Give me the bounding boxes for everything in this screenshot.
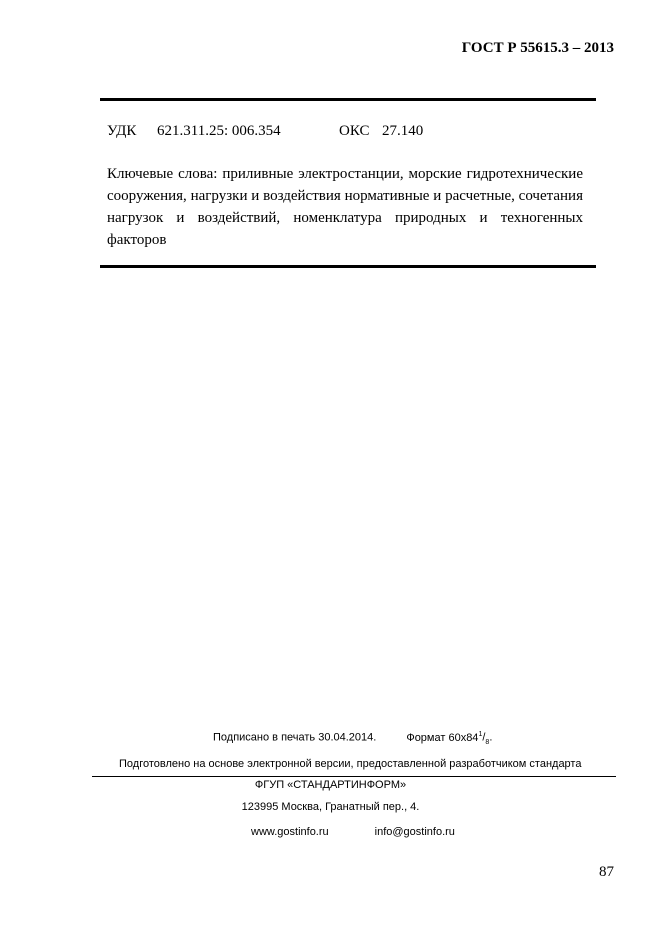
format-denominator: 8 [485,738,490,746]
format-numerator: 1 [478,731,483,738]
format-label: Формат 60х84 [406,731,479,744]
publisher-address: 123995 Москва, Гранатный пер., 4. [241,801,420,813]
udk-value: 621.311.25: 006.354 [157,123,281,139]
email-link[interactable]: info@gostinfo.ru [374,826,455,838]
top-rule [100,98,596,101]
bottom-rule [100,265,596,268]
format-end: . [489,731,493,744]
website-link[interactable]: www.gostinfo.ru [251,826,329,838]
oks-label: ОКС [339,123,370,139]
page-number: 87 [599,864,614,880]
signed-line: Подписано в печать 30.04.2014. Формат $60х84^1/_8$. [213,731,493,746]
classification-line [107,123,423,140]
contact-line [251,826,661,838]
prepared-line: Подготовлено на основе электронной версии, предоставленной разработчиком стандарта [119,758,582,770]
signed-date: Подписано в печать 30.04.2014. [213,731,377,744]
keywords-paragraph: Ключевые слова: приливные электростанции, морские гидротехнические сооружения, нагрузки и воздействия нормативные и расчетные, сочетания нагрузок и воздействий, номенклатура природных и техногенных факторов [107,166,583,248]
colophon-rule [92,776,616,777]
udk-label: УДК [107,123,137,139]
publisher-name: ФГУП «СТАНДАРТИНФОРМ» [254,779,407,791]
oks-value: 27.140 [382,123,424,139]
standard-code: ГОСТ Р 55615.3 – 2013 [461,40,614,56]
